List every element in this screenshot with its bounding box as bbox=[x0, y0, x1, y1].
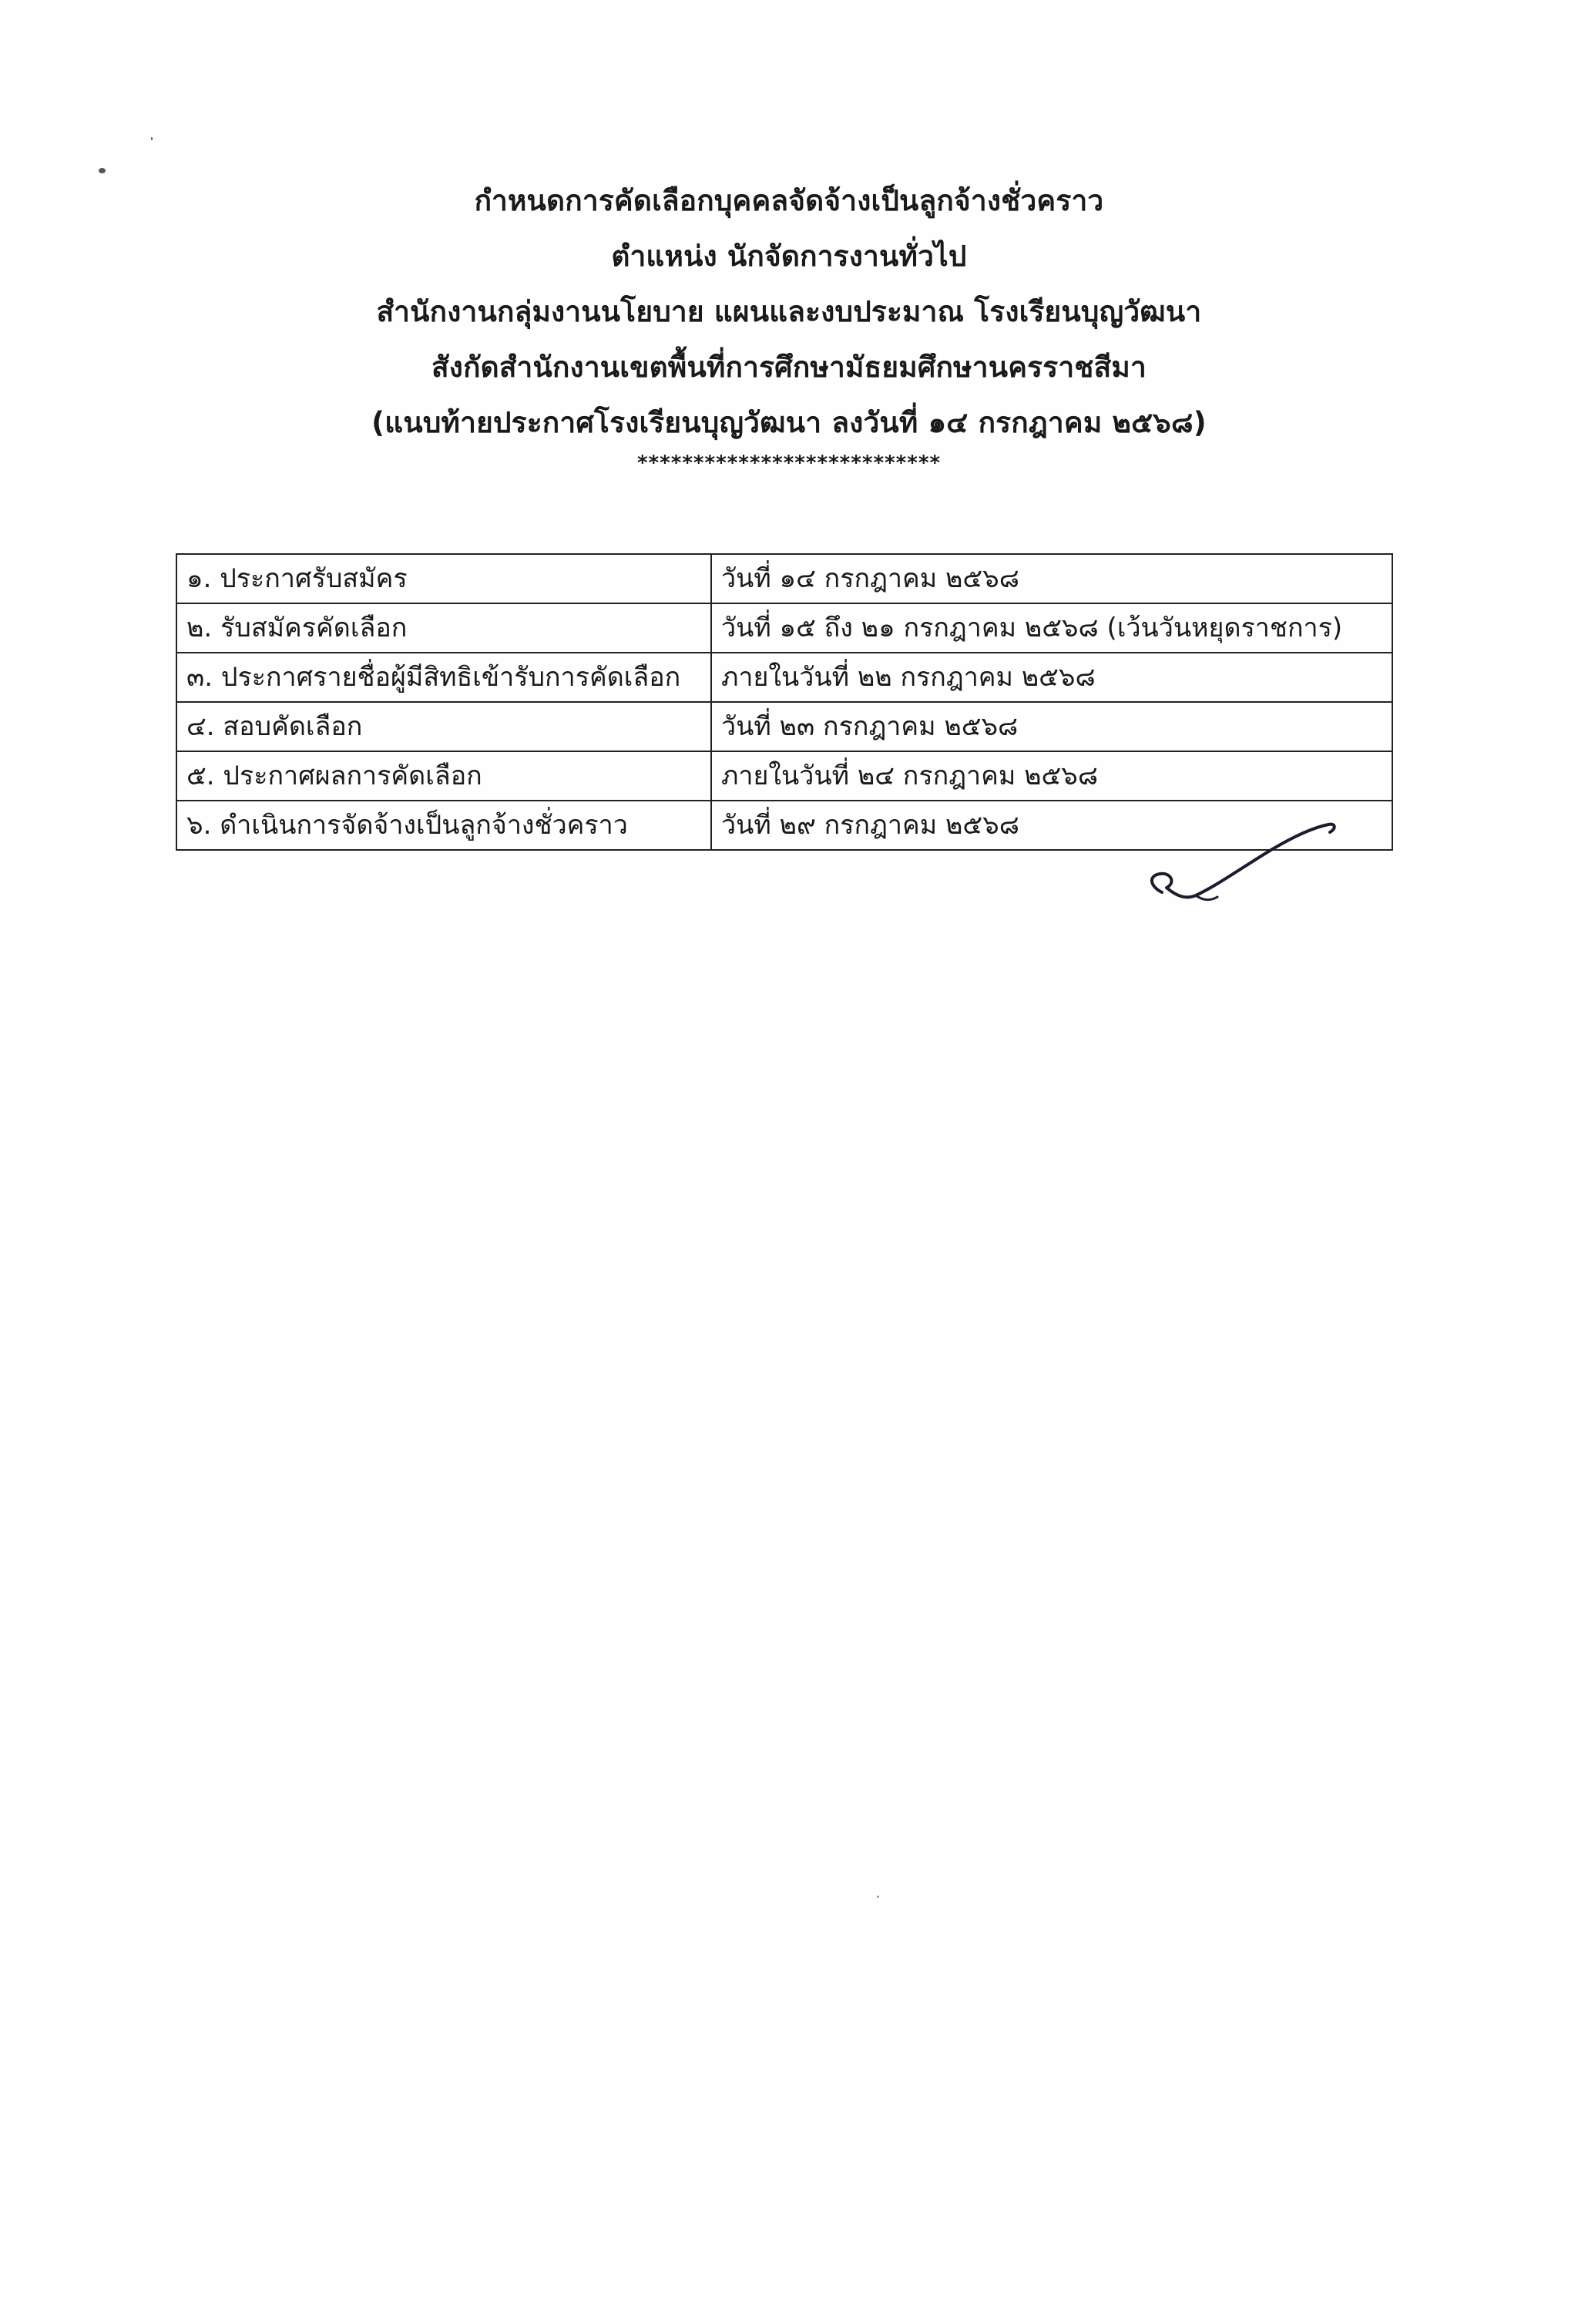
handwritten-signature bbox=[1140, 809, 1348, 925]
schedule-date: ภายในวันที่ ๒๒ กรกฎาคม ๒๕๖๘ bbox=[711, 653, 1392, 702]
schedule-date: วันที่ ๒๓ กรกฎาคม ๒๕๖๘ bbox=[711, 702, 1392, 751]
schedule-date: ภายในวันที่ ๒๔ กรกฎาคม ๒๕๖๘ bbox=[711, 751, 1392, 801]
schedule-item: ๖. ดำเนินการจัดจ้างเป็นลูกจ้างชั่วคราว bbox=[176, 801, 711, 850]
table-row bbox=[176, 653, 1392, 702]
scan-speck bbox=[99, 168, 106, 173]
schedule-date: วันที่ ๒๙ กรกฎาคม ๒๕๖๘ bbox=[711, 801, 1392, 850]
schedule-date: วันที่ ๑๕ ถึง ๒๑ กรกฎาคม ๒๕๖๘ (เว้นวันหยุดราชการ) bbox=[711, 603, 1392, 653]
schedule-item: ๔. สอบคัดเลือก bbox=[176, 702, 711, 751]
header-attachment-note: (แนบท้ายประกาศโรงเรียนบุญวัฒนา ลงวันที่ ๑๔ กรกฎาคม ๒๕๖๘) bbox=[371, 406, 1207, 439]
table-row bbox=[176, 702, 1392, 751]
schedule-item: ๕. ประกาศผลการคัดเลือก bbox=[176, 751, 711, 801]
header-position: ตำแหน่ง นักจัดการงานทั่วไป bbox=[611, 240, 967, 273]
header-affiliation: สังกัดสำนักงานเขตพื้นที่การศึกษามัธยมศึกษานครราชสีมา bbox=[431, 351, 1147, 384]
schedule-table bbox=[176, 553, 1393, 851]
table-row bbox=[176, 554, 1392, 603]
header-office: สำนักงานกลุ่มงานนโยบาย แผนและงบประมาณ โรงเรียนบุญวัฒนา bbox=[376, 295, 1202, 328]
header-divider: *************************** bbox=[636, 452, 942, 475]
schedule-item: ๒. รับสมัครคัดเลือก bbox=[176, 603, 711, 653]
table-row bbox=[176, 603, 1392, 653]
header-title: กำหนดการคัดเลือกบุคคลจัดจ้างเป็นลูกจ้างชั่วคราว bbox=[474, 184, 1104, 217]
table-row bbox=[176, 751, 1392, 801]
scan-speck bbox=[151, 137, 153, 140]
schedule-date: วันที่ ๑๔ กรกฎาคม ๒๕๖๘ bbox=[711, 554, 1392, 603]
schedule-item: ๓. ประกาศรายชื่อผู้มีสิทธิเข้ารับการคัดเลือก bbox=[176, 653, 711, 702]
schedule-item: ๑. ประกาศรับสมัคร bbox=[176, 554, 711, 603]
document-header bbox=[0, 173, 1578, 479]
scan-speck bbox=[877, 1896, 879, 1898]
